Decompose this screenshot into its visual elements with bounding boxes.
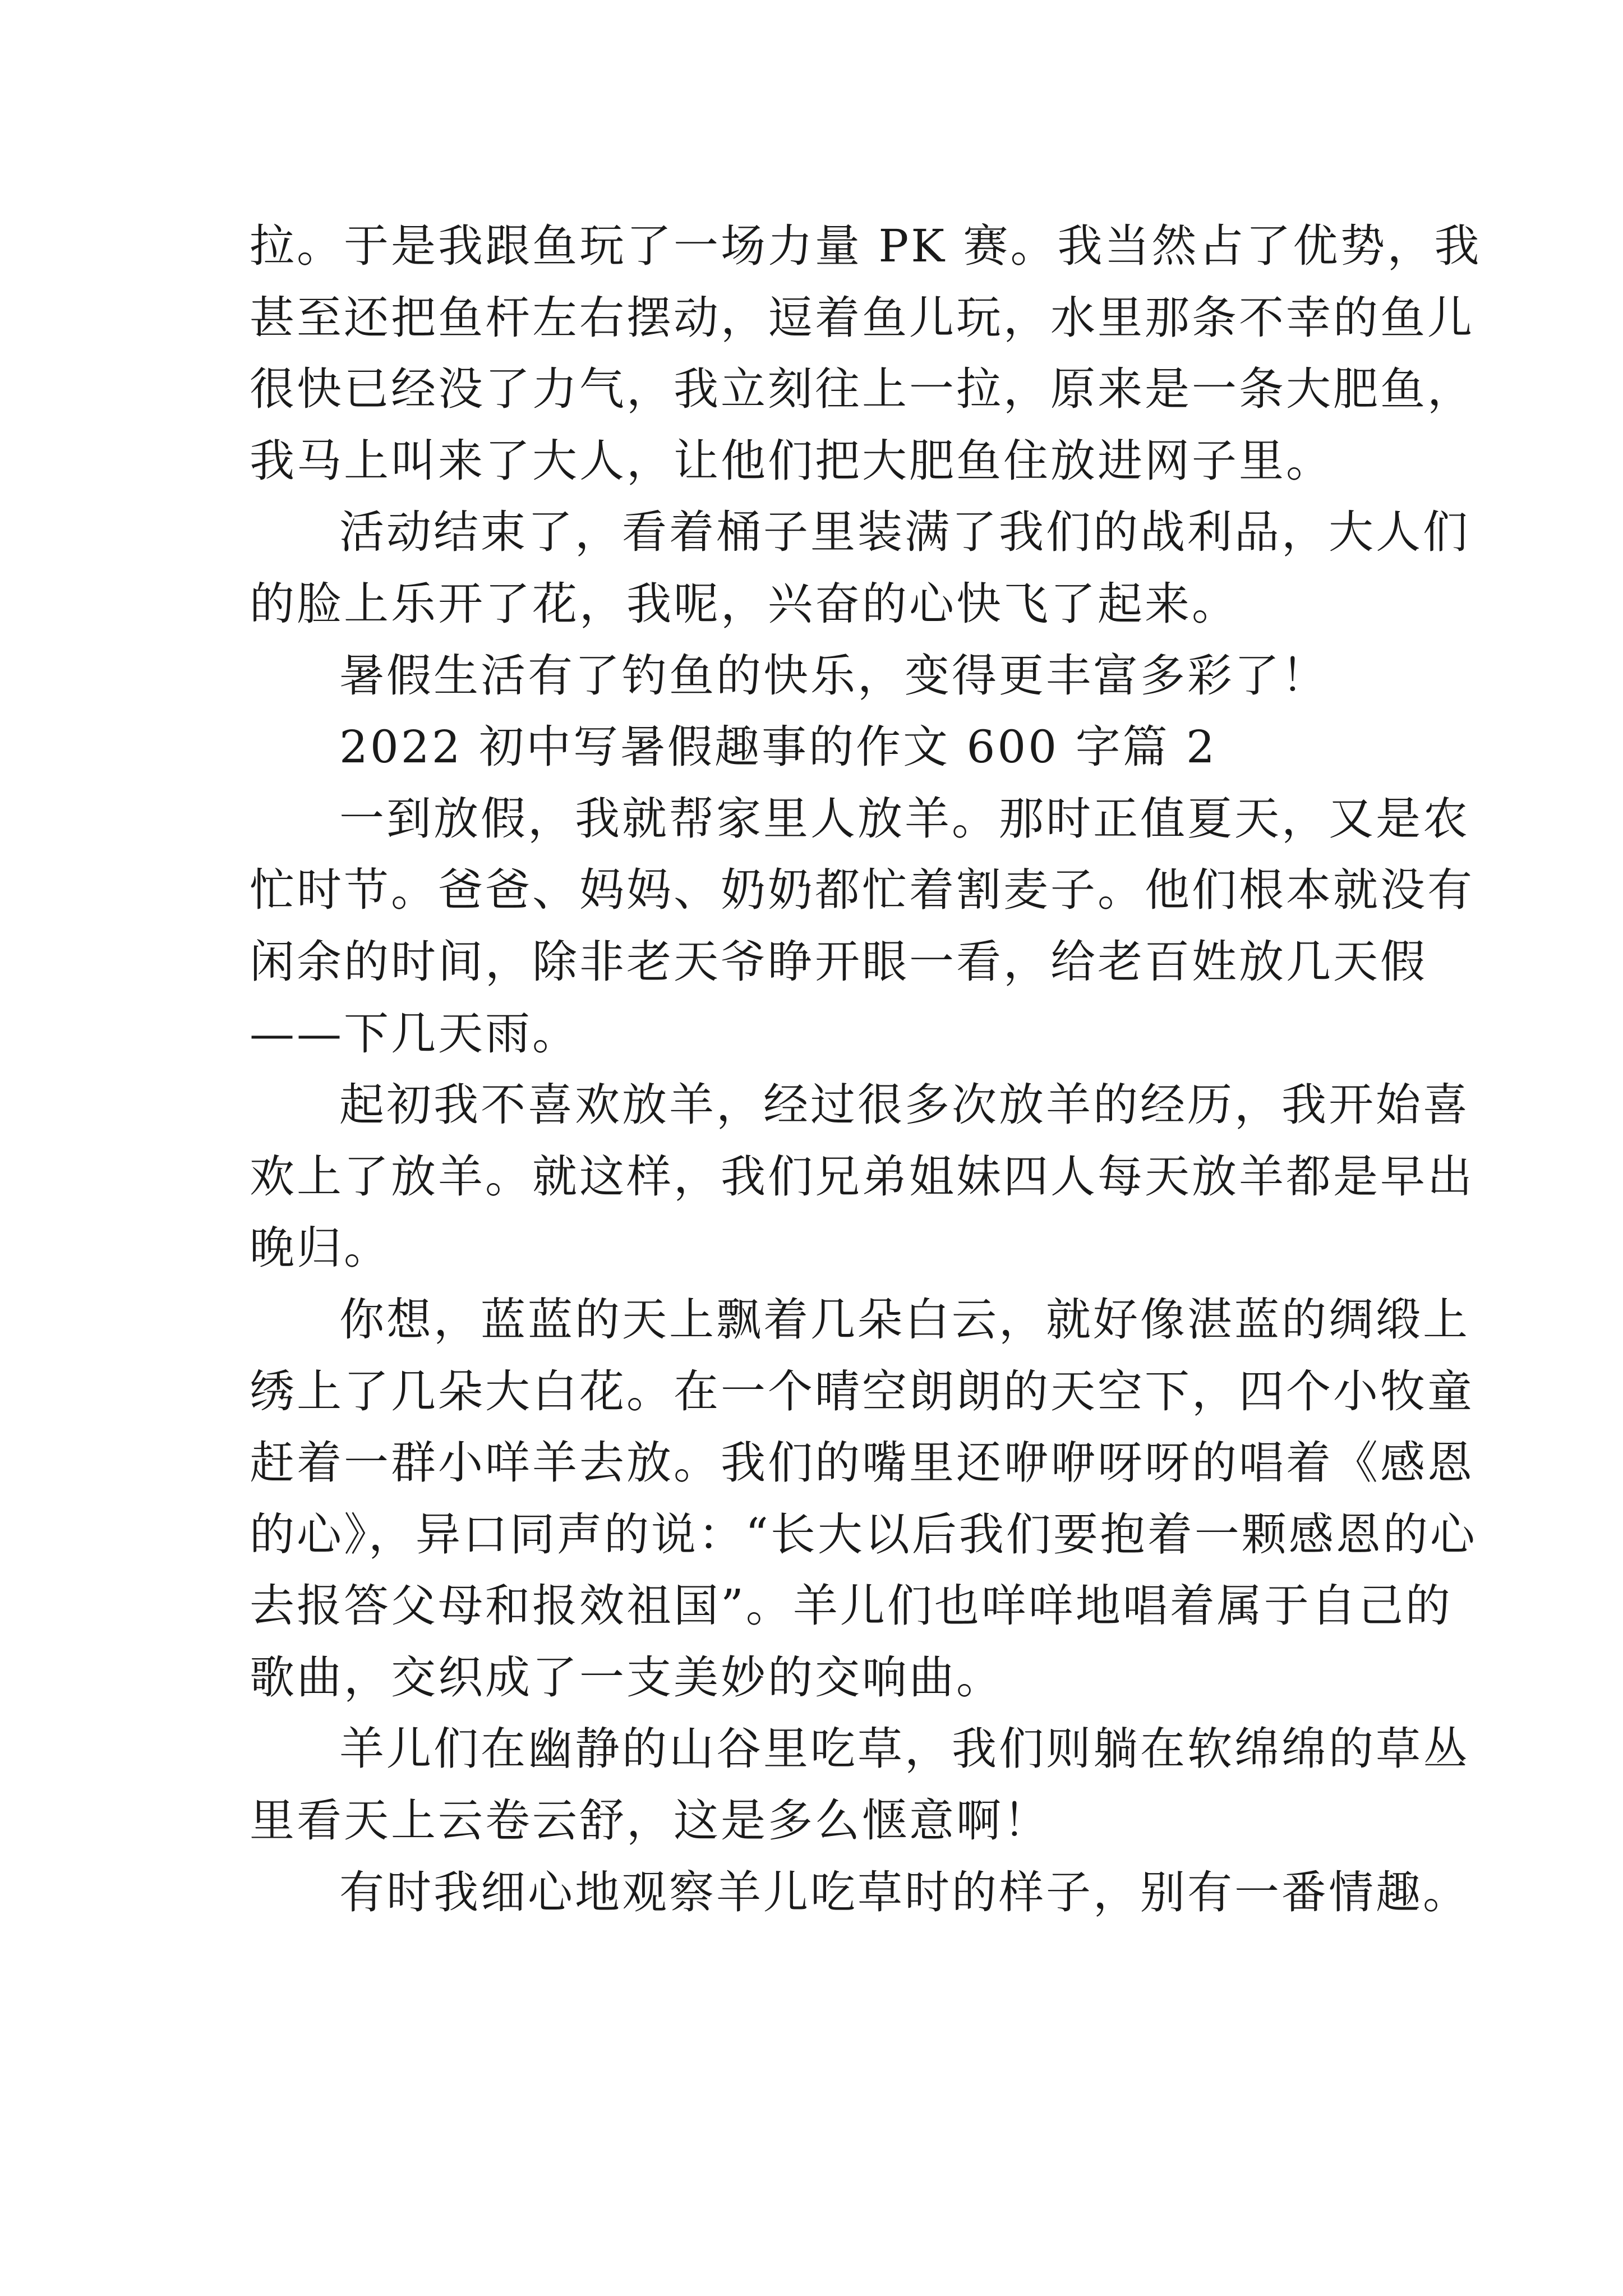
text-line-2: 甚至还把鱼杆左右摆动，逗着鱼儿玩，水里那条不幸的鱼儿	[250, 291, 1474, 344]
text-line-24: 有时我细心地观察羊儿吃草时的样子，别有一番情趣。	[339, 1866, 1470, 1918]
essay-body	[250, 210, 1482, 1928]
text-line-4: 我马上叫来了大人，让他们把大肥鱼住放进网子里。	[250, 434, 1333, 487]
text-line-22: 羊儿们在幽静的山谷里吃草，我们则躺在软绵绵的草丛	[339, 1723, 1470, 1775]
text-line-11: 闲余的时间，除非老天爷睁开眼一看，给老百姓放几天假	[250, 935, 1427, 988]
text-line-14: 欢上了放羊。就这样，我们兄弟姐妹四人每天放羊都是早出	[250, 1150, 1474, 1203]
text-line-6: 的脸上乐开了花，我呢，兴奋的心快飞了起来。	[250, 577, 1239, 630]
text-line-1: 拉。于是我跟鱼玩了一场力量 PK 赛。我当然占了优势，我	[250, 220, 1482, 272]
text-line-10: 忙时节。爸爸、妈妈、奶奶都忙着割麦子。他们根本就没有	[250, 864, 1474, 917]
text-line-23: 里看天上云卷云舒，这是多么惬意啊！	[250, 1795, 1050, 1847]
text-line-16: 你想，蓝蓝的天上飘着几朵白云，就好像湛蓝的绸缎上	[339, 1293, 1470, 1346]
section-heading: 2022 初中写暑假趣事的作文 600 字篇 2	[339, 721, 1217, 774]
text-line-17: 绣上了几朵大白花。在一个晴空朗朗的天空下，四个小牧童	[250, 1365, 1474, 1418]
text-line-20: 去报答父母和报效祖国”。羊儿们也咩咩地唱着属于自己的	[250, 1580, 1453, 1632]
text-line-5: 活动结束了，看着桶子里装满了我们的战利品，大人们	[339, 506, 1470, 559]
text-line-3: 很快已经没了力气，我立刻往上一拉，原来是一条大肥鱼，	[250, 363, 1474, 416]
text-line-15: 晚归。	[250, 1222, 391, 1274]
text-line-7: 暑假生活有了钓鱼的快乐，变得更丰富多彩了！	[339, 649, 1329, 702]
text-line-21: 歌曲，交织成了一支美妙的交响曲。	[250, 1651, 1003, 1704]
text-line-19: 的心》，异口同声的说：“长大以后我们要抱着一颗感恩的心	[250, 1508, 1477, 1561]
text-line-12: ——下几天雨。	[250, 1007, 579, 1060]
text-line-9: 一到放假，我就帮家里人放羊。那时正值夏天，又是农	[339, 792, 1470, 845]
text-line-18: 赶着一群小咩羊去放。我们的嘴里还咿咿呀呀的唱着《感恩	[250, 1437, 1474, 1489]
text-line-13: 起初我不喜欢放羊，经过很多次放羊的经历，我开始喜	[339, 1079, 1470, 1131]
